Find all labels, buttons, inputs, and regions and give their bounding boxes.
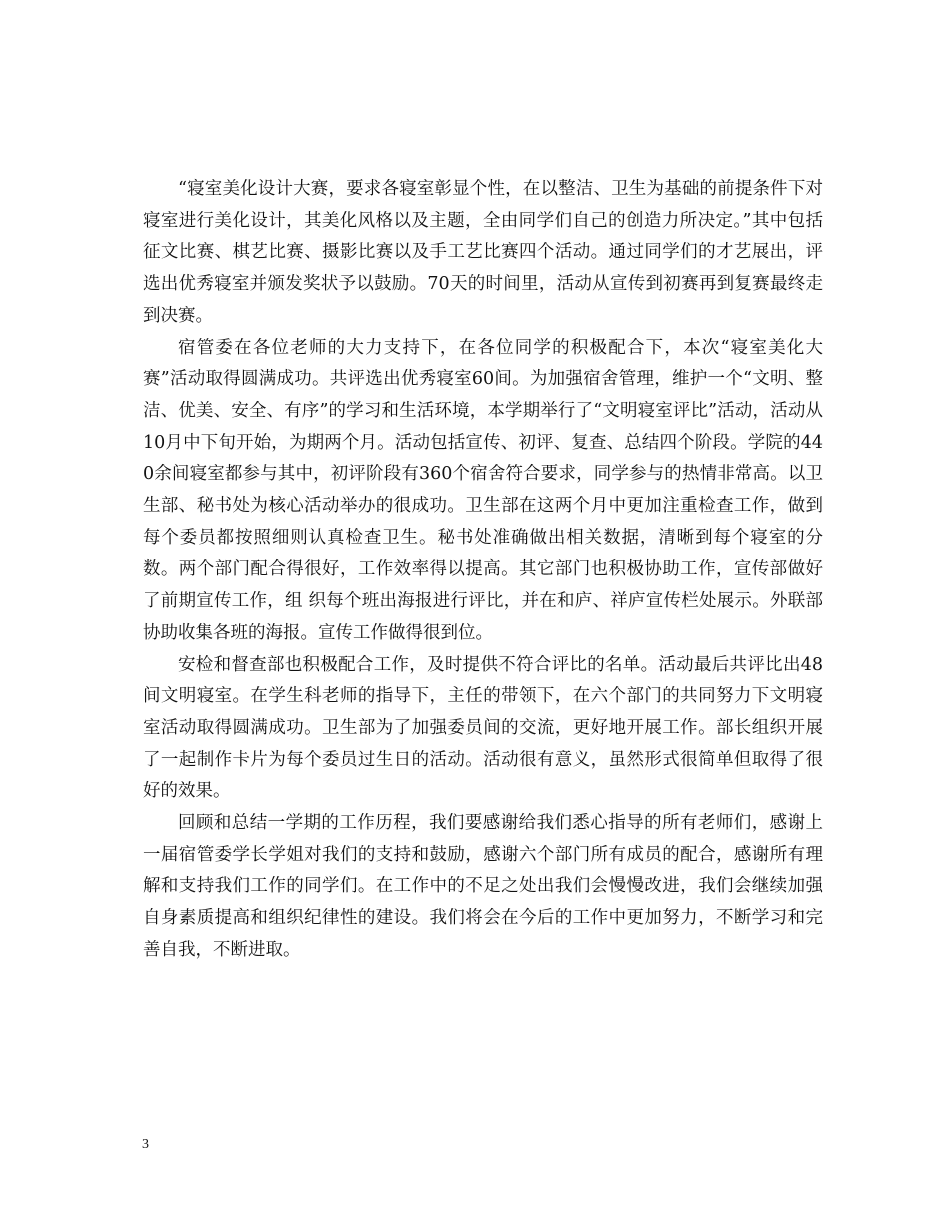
page-number: 3 [142, 1137, 149, 1152]
body-text [143, 174, 823, 967]
paragraph-safety-inspection: 安检和督查部也积极配合工作，及时提供不符合评比的名单。活动最后共评比出48间文明寝室。在学生科老师的指导下，主任的带领下，在六个部门的共同努力下文明寝室活动取得圆满成功。卫生部为了加强委员间的交流，更好地开展工作。部长组织开展了一起制作卡片为每个委员过生日的活动。活动很有意义，虽然形式很简单但取得了很好的效果。 [143, 654, 823, 802]
paragraph-dorm-design-contest: “寝室美化设计大赛，要求各寝室彰显个性，在以整洁、卫生为基础的前提条件下对寝室进行美化设计，其美化风格以及主题，全由同学们自己的创造力所决定。”其中包括征文比赛、棋艺比赛、摄影比赛以及手工艺比赛四个活动。通过同学们的才艺展出，评选出优秀寝室并颁发奖状予以鼓励。70天的时间里，活动从宣传到初赛再到复赛最终走到决赛。 [143, 179, 823, 326]
paragraph-summary-thanks: 回顾和总结一学期的工作历程，我们要感谢给我们悉心指导的所有老师们，感谢上一届宿管委学长学姐对我们的支持和鼓励，感谢六个部门所有成员的配合，感谢所有理解和支持我们工作的同学们。在工作中的不足之处出我们会慢慢改进，我们会继续加强自身素质提高和组织纪律性的建设。我们将会在今后的工作中更加努力，不断学习和完善自我，不断进取。 [143, 813, 823, 960]
paragraph-civilized-dorm-review: 宿管委在各位老师的大力支持下，在各位同学的积极配合下，本次“寝室美化大赛”活动取得圆满成功。共评选出优秀寝室60间。为加强宿舍管理，维护一个“文明、整洁、优美、安全、有序”的学习和生活环境，本学期举行了“文明寝室评比”活动，活动从10月中下旬开始，为期两个月。活动包括宣传、初评、复查、总结四个阶段。学院的440余间寝室都参与其中，初评阶段有360个宿舍符合要求，同学参与的热情非常高。以卫生部、秘书处为核心活动举办的很成功。卫生部在这两个月中更加注重检查工作，做到每个委员都按照细则认真检查卫生。秘书处准确做出相关数据，清晰到每个寝室的分数。两个部门配合得很好，工作效率得以提高。其它部门也积极协助工作，宣传部做好了前期宣传工作，组 织每个班出海报进行评比，并在和庐、祥庐宣传栏处展示。外联部协助收集各班的海报。宣传工作做得很到位。 [143, 337, 823, 643]
